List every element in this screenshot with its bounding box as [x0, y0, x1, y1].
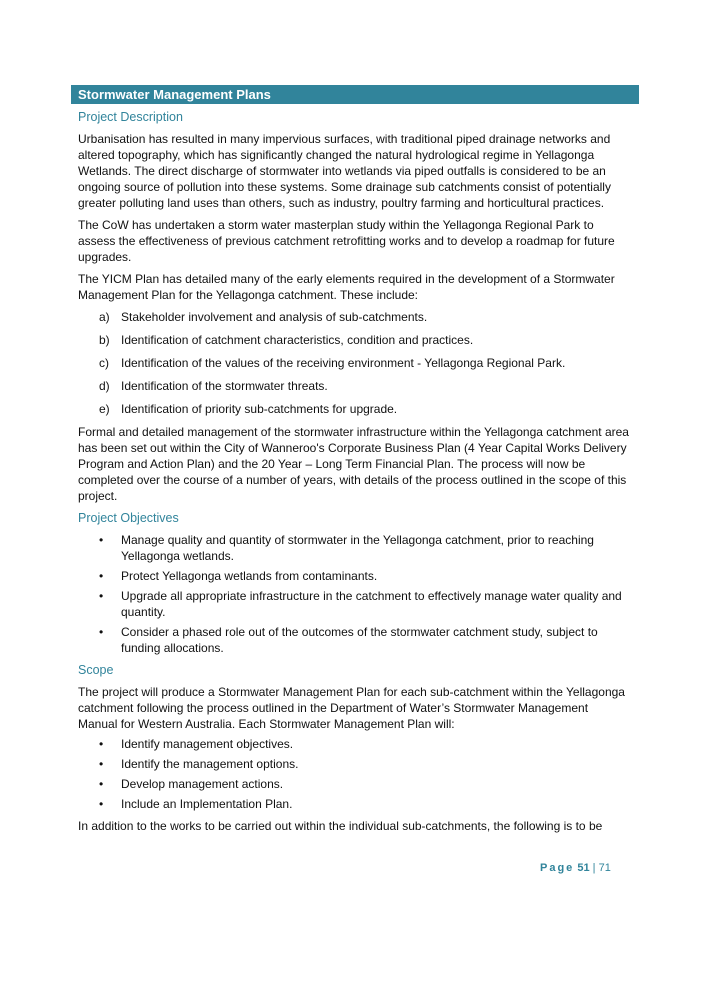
list-item	[78, 776, 630, 792]
bullet-icon: •	[99, 533, 104, 547]
section-banner: Stormwater Management Plans	[71, 85, 639, 104]
elements-list	[78, 309, 630, 417]
paragraph: The CoW has undertaken a storm water masterplan study within the Yellagonga Regional Park to assess the effectiveness of previous catchment retrofitting works and to develop a roadmap for future upgrades.	[78, 218, 615, 264]
list-marker: a)	[99, 310, 110, 324]
list-item-text: Identification of priority sub-catchments for upgrade.	[121, 402, 398, 416]
list-item-text: Upgrade all appropriate infrastructure in the catchment to effectively manage water quality and quantity.	[121, 589, 622, 619]
paragraph: In addition to the works to be carried out within the individual sub-catchments, the following is to be	[78, 819, 603, 833]
list-item	[78, 756, 630, 772]
section-content	[78, 109, 630, 840]
list-item	[78, 378, 630, 394]
paragraph: The YICM Plan has detailed many of the early elements required in the development of a Stormwater Management Plan for the Yellagonga catchment. These include:	[78, 272, 615, 302]
list-item	[78, 355, 630, 371]
list-item	[78, 568, 630, 584]
paragraph: Formal and detailed management of the stormwater infrastructure within the Yellagonga catchment area has been set out within the City of Wanneroo's Corporate Business Plan (4 Year Capital Works Delivery Program and Action Plan) and the 20 Year – Long Term Financial Plan. The process will now be completed over the course of a number of years, with details of the process outlined in the scope of this project.	[78, 425, 629, 503]
list-item-text: Protect Yellagonga wetlands from contaminants.	[121, 569, 378, 583]
list-item	[78, 588, 630, 620]
bullet-icon: •	[99, 757, 104, 771]
list-item-text: Manage quality and quantity of stormwater in the Yellagonga catchment, prior to reaching Yellagonga wetlands.	[121, 533, 594, 563]
list-marker: b)	[99, 333, 110, 347]
list-item	[78, 401, 630, 417]
list-item-text: Identification of the stormwater threats.	[121, 379, 328, 393]
list-marker: e)	[99, 402, 110, 416]
list-item-text: Include an Implementation Plan.	[121, 797, 293, 811]
page-label: Page	[540, 862, 575, 874]
scope-heading: Scope	[78, 663, 114, 677]
bullet-icon: •	[99, 737, 104, 751]
list-item-text: Develop management actions.	[121, 777, 284, 791]
list-item-text: Identify management objectives.	[121, 737, 294, 751]
list-item	[78, 736, 630, 752]
list-marker: d)	[99, 379, 110, 393]
bullet-icon: •	[99, 777, 104, 791]
page-footer	[540, 862, 611, 874]
list-item-text: Identification of the values of the receiving environment - Yellagonga Regional Park.	[121, 356, 566, 370]
bullet-icon: •	[99, 589, 104, 603]
scope-list	[78, 736, 630, 812]
bullet-icon: •	[99, 797, 104, 811]
list-item-text: Consider a phased role out of the outcomes of the stormwater catchment study, subject to funding allocations.	[121, 625, 598, 655]
list-item	[78, 332, 630, 348]
project-objectives-heading: Project Objectives	[78, 511, 179, 525]
objectives-list	[78, 532, 630, 656]
project-description-heading: Project Description	[78, 110, 183, 124]
page-separator: |	[592, 862, 596, 874]
bullet-icon: •	[99, 569, 104, 583]
list-item-text: Stakeholder involvement and analysis of sub-catchments.	[121, 310, 428, 324]
list-marker: c)	[99, 356, 109, 370]
total-pages: 71	[598, 862, 611, 874]
list-item	[78, 624, 630, 656]
list-item	[78, 796, 630, 812]
page-number: 51	[577, 862, 590, 874]
list-item	[78, 532, 630, 564]
paragraph: The project will produce a Stormwater Management Plan for each sub-catchment within the Yellagonga catchment following the process outlined in the Department of Water’s Stormwater Management Manual for Western Australia. Each Stormwater Management Plan will:	[78, 685, 625, 731]
bullet-icon: •	[99, 625, 104, 639]
list-item-text: Identify the management options.	[121, 757, 299, 771]
list-item-text: Identification of catchment characteristics, condition and practices.	[121, 333, 474, 347]
list-item	[78, 309, 630, 325]
paragraph: Urbanisation has resulted in many impervious surfaces, with traditional piped drainage networks and altered topography, which has significantly changed the natural hydrological regime in Yellagonga Wetlands. The direct discharge of stormwater into wetlands via piped outfalls is considered to be an ongoing source of pollution into these systems. Some drainage sub catchments consist of potentially greater polluting land uses than others, such as industry, poultry farming and horticultural practices.	[78, 132, 611, 210]
